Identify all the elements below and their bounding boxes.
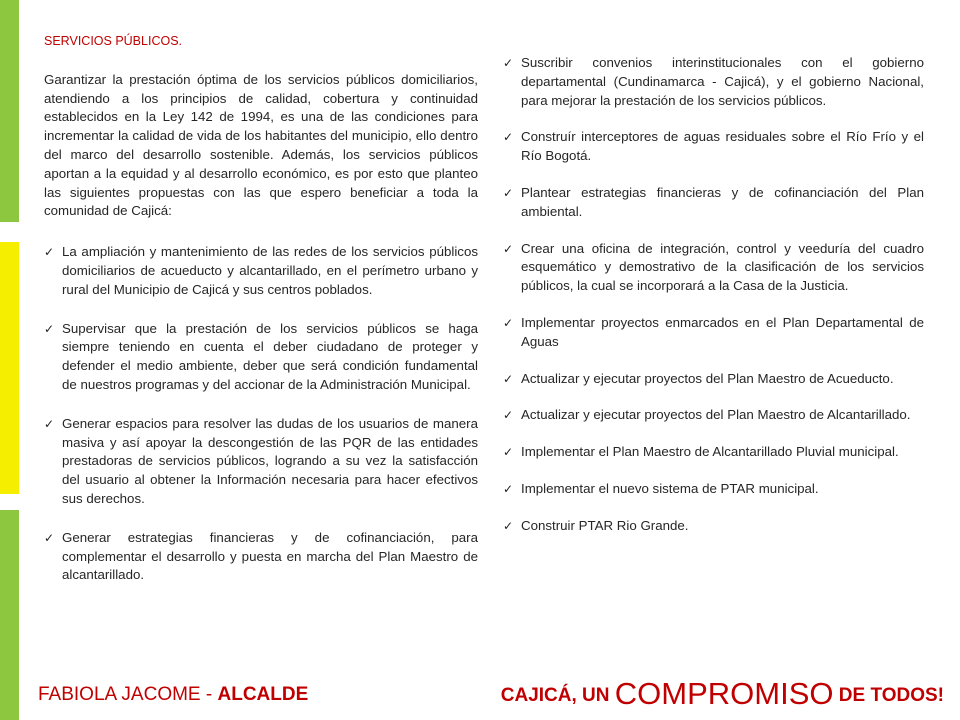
checkmark-icon: ✓ (44, 245, 55, 260)
right-proposals-list (503, 54, 924, 536)
checkmark-icon: ✓ (503, 371, 514, 386)
list-item: ✓ Implementar el Plan Maestro de Alcantarillado Pluvial municipal. (503, 443, 924, 462)
list-item: ✓ Implementar proyectos enmarcados en el Plan Departamental de Aguas (503, 314, 924, 349)
slogan-highlight: COMPROMISO (614, 676, 834, 711)
list-item: ✓ Crear una oficina de integración, control y veeduría del cuadro esquemático y demostrativo de la clasificación de los servicios públicos, la cual se incorporará a la Casa de la Justicia. (503, 240, 924, 294)
checkmark-icon: ✓ (503, 481, 514, 496)
list-item: ✓ Generar estrategias financieras y de cofinanciación, para complementar el desarrollo y puesta en marcha del Plan Maestro de alcantarillado. (44, 529, 478, 583)
intro-paragraph: Garantizar la prestación óptima de los servicios públicos domiciliarios, atendiendo a los principios de calidad, cobertura y continuidad establecidos en la Ley 142 de 1994, es una de las condiciones para incrementar la calidad de vida de los habitantes del municipio, ello dentro del marco del desarrollo sostenible. Además, los servicios públicos aportan a la equidad y al desarrollo económico, es por esto que planteo las siguientes propuestas con las que espero beneficiar a toda la comunidad de Cajicá: (44, 71, 478, 219)
green-stripe-bottom (0, 510, 19, 720)
slogan-end: DE TODOS! (833, 685, 944, 706)
list-item: ✓ Actualizar y ejecutar proyectos del Plan Maestro de Alcantarillado. (503, 406, 924, 425)
checkmark-icon: ✓ (503, 130, 514, 145)
left-column (44, 32, 478, 605)
slogan (501, 676, 944, 712)
candidate-name: FABIOLA JACOME (38, 684, 201, 705)
candidate-role: ALCALDE (217, 684, 309, 705)
list-item: ✓ Construir PTAR Rio Grande. (503, 517, 924, 536)
checkmark-icon: ✓ (44, 416, 55, 431)
list-item: ✓ Suscribir convenios interinstitucionales con el gobierno departamental (Cundinamarca - Cajicá), y el gobierno Nacional, para mejorar la prestación de los servicios públicos. (503, 55, 924, 108)
list-item: ✓ Supervisar que la prestación de los servicios públicos se haga siempre teniendo en cuenta el deber ciudadano de proteger y defender el medio ambiente, deber que será condición fundamental de nuestros programas y del accionar de la Administración Municipal. (44, 320, 478, 392)
footer-separator: - (200, 684, 218, 705)
checkmark-icon: ✓ (503, 241, 514, 256)
candidate-footer (38, 684, 308, 706)
checkmark-icon: ✓ (503, 56, 514, 70)
checkmark-icon: ✓ (503, 408, 514, 423)
green-stripe-top (0, 0, 19, 222)
list-item: ✓ La ampliación y mantenimiento de las redes de los servicios públicos domiciliarios de acueducto y alcantarillado, en el perímetro urbano y rural del Municipio de Cajicá y sus centros poblados. (44, 244, 478, 297)
right-column (503, 54, 924, 554)
list-item: ✓ Plantear estrategias financieras y de cofinanciación del Plan ambiental. (503, 184, 924, 219)
left-proposals-list (44, 243, 478, 585)
checkmark-icon: ✓ (503, 185, 514, 200)
list-item: ✓ Implementar el nuevo sistema de PTAR municipal. (503, 480, 924, 499)
checkmark-icon: ✓ (503, 445, 514, 460)
checkmark-icon: ✓ (503, 315, 514, 330)
list-item: ✓ Generar espacios para resolver las dudas de los usuarios de manera masiva y así apoyar la descongestión de las PQR de las entidades prestadoras de servicios públicos, logrando a su vez la satisfacción del usuario al obtener la Información necesaria para hacer efectivos sus derechos. (44, 415, 478, 506)
slogan-start: CAJICÁ, UN (500, 685, 615, 706)
checkmark-icon: ✓ (503, 518, 514, 533)
checkmark-icon: ✓ (44, 530, 55, 545)
section-title: SERVICIOS PÚBLICOS. (44, 34, 183, 48)
checkmark-icon: ✓ (44, 321, 55, 336)
list-item: ✓ Construír interceptores de aguas residuales sobre el Río Frío y el Río Bogotá. (503, 129, 924, 164)
yellow-stripe (0, 242, 19, 494)
list-item: ✓ Actualizar y ejecutar proyectos del Plan Maestro de Acueducto. (503, 370, 924, 389)
